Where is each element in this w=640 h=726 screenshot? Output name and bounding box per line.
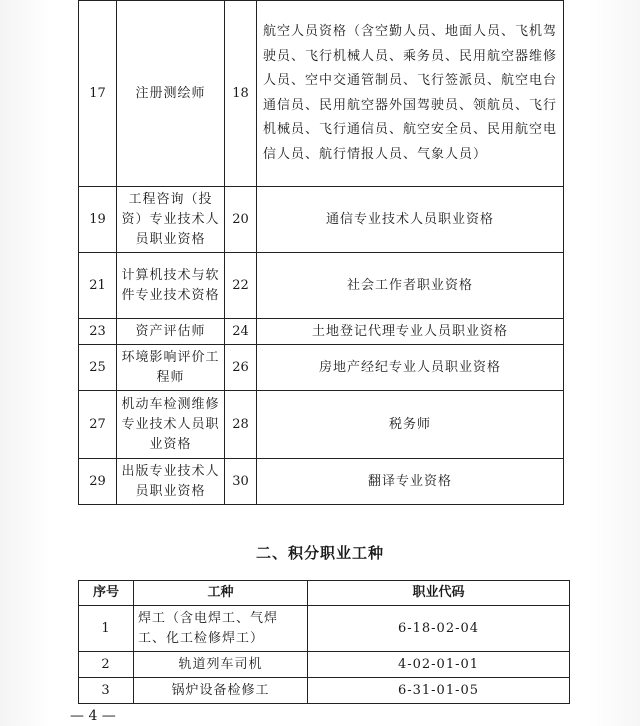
- table-row: [79, 652, 570, 678]
- occupation-seq: 3: [79, 678, 134, 704]
- qualification-name: 房地产经纪专业人员职业资格: [257, 345, 564, 391]
- occupation-seq: 2: [79, 652, 134, 678]
- page-number: — 4 —: [70, 708, 116, 724]
- qualification-name: 税务师: [257, 391, 564, 459]
- row-number: 27: [79, 391, 117, 459]
- qualification-name: 机动车检测维修专业技术人员职业资格: [117, 391, 225, 459]
- row-number: 20: [225, 187, 257, 253]
- row-number: 26: [225, 345, 257, 391]
- qualification-name: 注册测绘师: [117, 1, 225, 187]
- row-number: 25: [79, 345, 117, 391]
- table-row: [79, 187, 564, 253]
- row-number: 23: [79, 319, 117, 345]
- occupation-seq: 1: [79, 606, 134, 652]
- qualification-name: 环境影响评价工程师: [117, 345, 225, 391]
- column-header-type: 工种: [134, 581, 308, 606]
- qualification-name: 工程咨询（投资）专业技术人员职业资格: [117, 187, 225, 253]
- table-row: [79, 606, 570, 652]
- row-number: 22: [225, 253, 257, 319]
- occupation-type: 焊工（含电焊工、气焊工、化工检修焊工）: [134, 606, 308, 652]
- row-number: 28: [225, 391, 257, 459]
- row-number: 18: [225, 1, 257, 187]
- occupation-type: 锅炉设备检修工: [134, 678, 308, 704]
- table-row: [79, 253, 564, 319]
- table-row: [79, 1, 564, 187]
- row-number: 29: [79, 459, 117, 505]
- occupation-type: 轨道列车司机: [134, 652, 308, 678]
- row-number: 21: [79, 253, 117, 319]
- row-number: 19: [79, 187, 117, 253]
- row-number: 30: [225, 459, 257, 505]
- qualification-name: 航空人员资格（含空勤人员、地面人员、飞机驾驶员、飞行机械人员、乘务员、民用航空器维修人员、空中交通管制员、飞行签派员、航空电台通信员、民用航空器外国驾驶员、领航员、飞行机械员、飞行通信员、航空安全员、民用航空电信人员、航行情报人员、气象人员）: [257, 1, 564, 187]
- qualification-name: 土地登记代理专业人员职业资格: [257, 319, 564, 345]
- occupation-table: [78, 580, 570, 704]
- table-header-row: [79, 581, 570, 606]
- qualification-name: 社会工作者职业资格: [257, 253, 564, 319]
- column-header-code: 职业代码: [308, 581, 570, 606]
- occupation-code: 6-18-02-04: [308, 606, 570, 652]
- qualification-name: 通信专业技术人员职业资格: [257, 187, 564, 253]
- table-row: [79, 391, 564, 459]
- qualification-name: 资产评估师: [117, 319, 225, 345]
- section-title: 二、积分职业工种: [255, 544, 384, 562]
- occupation-code: 6-31-01-05: [308, 678, 570, 704]
- occupation-code: 4-02-01-01: [308, 652, 570, 678]
- qualification-table: [78, 0, 564, 505]
- table-row: [79, 678, 570, 704]
- qualification-name: 计算机技术与软件专业技术资格: [117, 253, 225, 319]
- column-header-seq: 序号: [79, 581, 134, 606]
- qualification-name: 翻译专业资格: [257, 459, 564, 505]
- table-row: [79, 319, 564, 345]
- row-number: 17: [79, 1, 117, 187]
- table-row: [79, 459, 564, 505]
- table-row: [79, 345, 564, 391]
- qualification-name: 出版专业技术人员职业资格: [117, 459, 225, 505]
- row-number: 24: [225, 319, 257, 345]
